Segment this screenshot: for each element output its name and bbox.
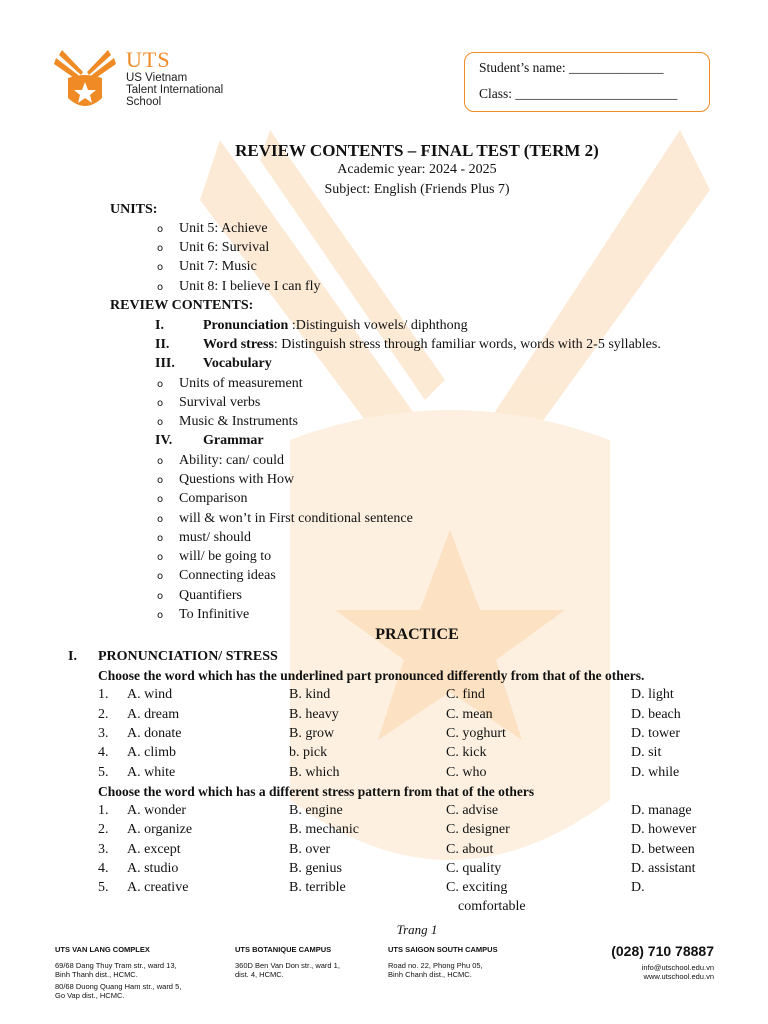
question-option-continuation: comfortable [458,899,526,914]
footer-campus-botanique: UTS BOTANIQUE CAMPUS 360D Ben Van Don str., ward 1, dist. 4, HCMC. [235,945,340,979]
grammar-item: o Ability: can/ could [157,453,284,468]
unit-item: o Unit 5: Achieve [157,221,268,236]
vocab-item: o Units of measurement [157,376,303,391]
email-link[interactable]: info@utschool.edu.vn [641,963,714,972]
question-row: 2. A. organize B. mechanic C. designer D. however [98,822,697,837]
grammar-item: o will & won’t in First conditional sentence [157,511,413,526]
student-info-box [464,52,710,112]
class-field[interactable]: Class: ________________________ [479,86,678,101]
logo-name: UTS [126,47,171,72]
shield-eagle-icon [54,48,116,114]
grammar-item: o must/ should [157,530,251,545]
question-row: 3. A. except B. over C. about D. between [98,842,695,857]
vocab-item: o Music & Instruments [157,414,298,429]
student-name-field[interactable]: Student’s name: ______________ [479,60,664,75]
logo-subtitle-2: Talent International [126,84,224,96]
grammar-item: o Questions with How [157,472,295,487]
unit-item: o Unit 6: Survival [157,240,270,255]
question-row: 4. A. climb b. pick C. kick D. sit [98,745,662,760]
subject: Subject: English (Friends Plus 7) [324,182,510,197]
logo-subtitle-1: US Vietnam [126,72,188,84]
website-link[interactable]: www.utschool.edu.vn [643,972,714,981]
question-row: 4. A. studio B. genius C. quality D. assistant [98,861,696,876]
footer-contact [580,943,714,981]
practice-heading: PRACTICE [375,626,459,643]
question-row: 1. A. wonder B. engine C. advise D. manage [98,803,692,818]
units-heading: UNITS: [110,202,158,217]
grammar-item: o Comparison [157,491,248,506]
question-row: 1. A. wind B. kind C. find D. light [98,687,674,702]
review-section-word-stress: II. Word stress: Distinguish stress through familiar words, words with 2-5 syllables. [155,337,661,352]
instruction-pronunciation: Choose the word which has the underlined part pronounced differently from that of the others. [98,668,645,683]
grammar-item: o To Infinitive [157,607,250,622]
document-title: REVIEW CONTENTS – FINAL TEST (TERM 2) [235,141,599,160]
question-row: 2. A. dream B. heavy C. mean D. beach [98,707,681,722]
academic-year: Academic year: 2024 - 2025 [337,162,497,177]
page-number: Trang 1 [396,922,438,937]
grammar-item: o Quantifiers [157,588,242,603]
grammar-item: o will/ be going to [157,549,272,564]
review-section-grammar: IV. Grammar [155,433,264,448]
review-heading: REVIEW CONTENTS: [110,298,254,313]
school-logo [54,48,254,116]
review-section-pronunciation: I. Pronunciation :Distinguish vowels/ diphthong [155,318,468,333]
unit-item: o Unit 7: Music [157,259,257,274]
phone-number: (028) 710 78887 [611,943,714,959]
question-row: 5. A. creative B. terrible C. exciting D. [98,880,645,895]
vocab-item: o Survival verbs [157,395,261,410]
review-section-vocabulary: III. Vocabulary [155,356,272,371]
logo-subtitle-3: School [126,96,162,108]
footer-campus-van-lang: UTS VAN LANG COMPLEX 69/68 Dang Thuy Tram str., ward 13, Binh Thanh dist., HCMC. 80/68 Duong Quang Ham str., ward 5, Go Vap dist., HCMC. [55,945,182,1000]
grammar-item: o Connecting ideas [157,568,276,583]
unit-item: o Unit 8: I believe I can fly [157,279,321,294]
instruction-stress: Choose the word which has a different stress pattern from that of the others [98,784,535,799]
section-heading: I. PRONUNCIATION/ STRESS [68,649,278,664]
question-row: 5. A. white B. which C. who D. while [98,765,680,780]
question-row: 3. A. donate B. grow C. yoghurt D. tower [98,726,680,741]
footer-campus-saigon-south: UTS SAIGON SOUTH CAMPUS Road no. 22, Phong Phu 05, Binh Chanh dist., HCMC. [388,945,498,979]
